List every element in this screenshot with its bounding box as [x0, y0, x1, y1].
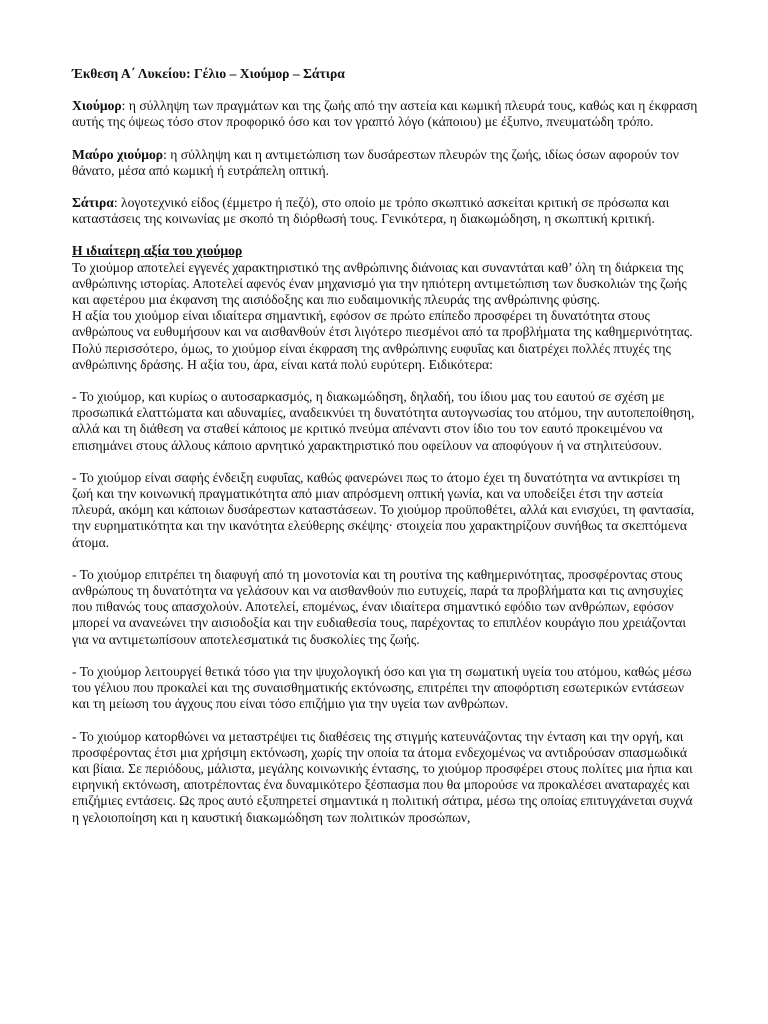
document-title: Έκθεση Α΄ Λυκείου: Γέλιο – Χιούμορ – Σάτιρα [72, 66, 345, 81]
definition-satire [72, 195, 700, 227]
definition-text: : λογοτεχνικό είδος (έμμετρο ή πεζό), στο οποίο με τρόπο σκωπτικό ασκείται κριτική σε πρόσωπα και καταστάσεις της κοινωνίας με σκοπό τη διόρθωσή τους. Γενικότερα, η διακωμώδηση, η σκωπτική κριτική. [72, 195, 670, 227]
point-health: - Το χιούμορ λειτουργεί θετικά τόσο για την ψυχολογική όσο και για τη σωματική υγεία του ατόμου, καθώς μέσω του γέλιου που προκαλεί και της συναισθηματικής εκτόνωσης, επιτρέπει την αποφόρτιση εσωτερικών εντάσεων και τη μείωση του άγχους που είναι τόσο επιζήμιο για την υγεία των ανθρώπων. [72, 663, 692, 712]
intro-section [72, 243, 700, 373]
definition-black-humor [72, 147, 700, 179]
point-self-irony: - Το χιούμορ, και κυρίως ο αυτοσαρκασμός, η διακωμώδηση, δηλαδή, του ίδιου μας του εαυτού σε σχέση με προσωπικά ελαττώματα και αδυναμίες, αναδεικνύει τη δυνατότητα αυτογνωσίας του ατόμου, την αυτοπεποίθηση, αλλά και τη διάθεση να σταθεί κάποιος με κριτικό πνεύμα απέναντι στον ίδιο του τον εαυτό προκειμένου να επισημάνει στους άλλους κάποιο αρνητικό χαρακτηριστικό που οφείλουν να αποφύγουν ή να στηλιτεύσουν. [72, 389, 695, 453]
intro-paragraph-1: Το χιούμορ αποτελεί εγγενές χαρακτηριστικό της ανθρώπινης διάνοιας και συναντάται καθ’ όλη τη διάρκεια της ανθρώπινης ιστορίας. Αποτελεί αφενός έναν μηχανισμό για την ηπιότερη αντιμετώπιση των δυσκολιών της ζωής και αφετέρου μια έκφανση της αισιόδοξης και πιο ευδαιμονικής πλευράς της ανθρώπινης φύσης. [72, 259, 687, 308]
definition-text: : η σύλληψη των πραγμάτων και της ζωής από την αστεία και κωμική πλευρά τους, καθώς και η έκφραση αυτής της όψεως τόσο στον προφορικό όσο και τον γραπτό λόγο (κάποιου) με έξυπνο, πνευματώδη τρόπο. [72, 98, 698, 130]
definition-term: Χιούμορ [72, 98, 122, 114]
definition-term: Σάτιρα [72, 195, 114, 211]
definition-humor [72, 98, 700, 130]
intro-paragraph-2: Η αξία του χιούμορ είναι ιδιαίτερα σημαντική, εφόσον σε πρώτο επίπεδο προσφέρει τη δυνατότητα στους ανθρώπους να ευθυμήσουν και να αισθανθούν έτσι λιγότερο πιεσμένοι από τα προβλήματα της καθημερινότητας. Πολύ περισσότερο, όμως, το χιούμορ είναι έκφραση της ανθρώπινης ευφυΐας και διατρέχει πολλές πτυχές της ανθρώπινης δράσης. Η αξία του, άρα, είναι κατά πολύ ευρύτερη. Ειδικότερα: [72, 308, 693, 372]
point-tension-relief: - Το χιούμορ κατορθώνει να μεταστρέψει τις διαθέσεις της στιγμής κατευνάζοντας την ένταση και την οργή, και προσφέροντας έτσι μια χρήσιμη εκτόνωση, χωρίς την οποία τα άτομα ενδεχομένως να αντιδρούσαν σπασμωδικά και βίαια. Σε περιόδους, μάλιστα, μεγάλης κοινωνικής έντασης, το χιούμορ προσφέρει στους πολίτες μια ήπια και ειρηνική εκτόνωση, αποτρέποντας ένα δυναμικότερο ξέσπασμα που θα μπορούσε να προκαλέσει αναταραχές και επιζήμιες εντάσεις. Ως προς αυτό εξυπηρετεί σημαντικά η πολιτική σάτιρα, μέσω της οποίας επιτυγχάνεται συχνά η γελοιοποίηση και η καυστική διακωμώδηση των πολιτικών προσώπων, [72, 728, 693, 825]
definition-text: : η σύλληψη και η αντιμετώπιση των δυσάρεστων πλευρών της ζωής, ιδίως όσων αφορούν τον θάνατο, μέσα από κωμική ή ευτράπελη οπτική. [72, 146, 679, 178]
document-page [72, 66, 700, 842]
section-heading: Η ιδιαίτερη αξία του χιούμορ [72, 243, 243, 259]
definition-term: Μαύρο χιούμορ [72, 146, 164, 162]
point-escape-routine: - Το χιούμορ επιτρέπει τη διαφυγή από τη μονοτονία και τη ρουτίνα της καθημερινότητας, προσφέροντας στους ανθρώπους τη δυνατότητα να γελάσουν και να αισθανθούν πιο ευτυχείς, παρά τα προβλήματα και τις ανησυχίες που πιθανώς τους απασχολούν. Αποτελεί, επομένως, έναν ιδιαίτερα σημαντικό εφόδιο των ανθρώπων, εφόσον μπορεί να ανανεώνει την αισιοδοξία και την ευδιαθεσία τους, παρέχοντας το επιπλέον κουράγιο που χρειάζονται για να αντιμετωπίσουν αποτελεσματικά τις δυσκολίες της ζωής. [72, 566, 687, 647]
point-intelligence: - Το χιούμορ είναι σαφής ένδειξη ευφυΐας, καθώς φανερώνει πως το άτομο έχει τη δυνατότητα να αντικρίσει τη ζωή και την κοινωνική πραγματικότητα από μιαν απρόσμενη οπτική γωνία, και να υποδείξει έτσι την αστεία πλευρά, ακόμη και κάποιων δυσάρεστων καταστάσεων. Το χιούμορ προϋποθέτει, αλλά και ενισχύει, τη φαντασία, την ευρηματικότητα και την ικανότητα ελεύθερης σκέψης· στοιχεία που χαρακτηρίζουν συνήθως τα σκεπτόμενα άτομα. [72, 469, 695, 550]
